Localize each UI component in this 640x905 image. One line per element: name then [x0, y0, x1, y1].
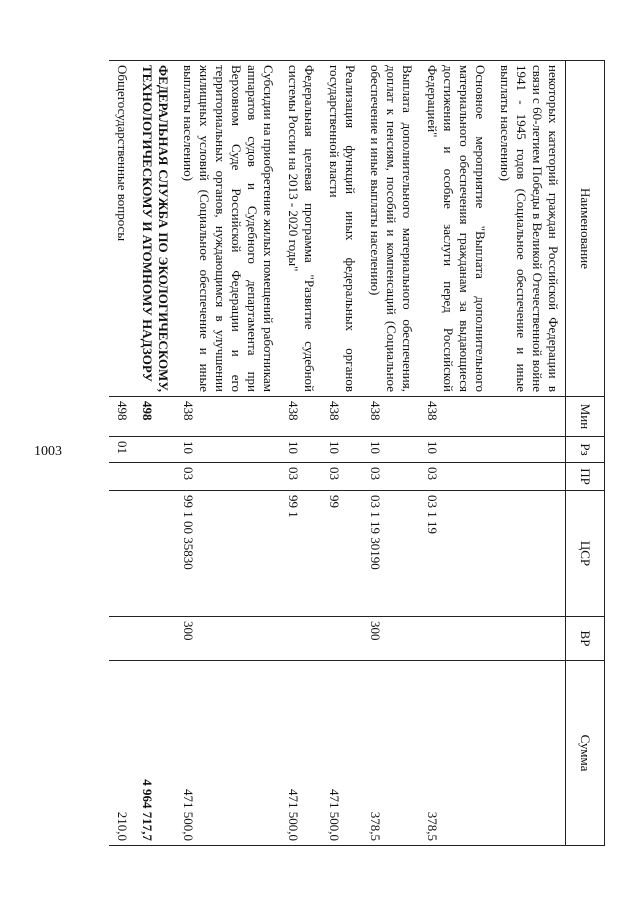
cell-name: Общегосударственные вопросы — [109, 61, 134, 397]
cell-vr — [321, 617, 362, 661]
cell-vr — [109, 617, 134, 661]
header-vr: ВР — [566, 617, 605, 661]
cell-sum: 378,5 — [362, 661, 419, 846]
cell-csr: 99 1 — [280, 491, 321, 617]
table-header-row — [566, 61, 605, 846]
header-sum: Сумма — [566, 661, 605, 846]
cell-csr: 99 1 00 35830 — [175, 491, 280, 617]
header-name: Наименование — [566, 61, 605, 397]
cell-name: Субсидии на приобретение жилых помещений работникам аппаратов судов и Судебного департамента при Верховном Суде Российской Федерации и его территориальных органов, нуждающимся в улучшении жилищных условий (Социальное обеспечение и иные выплаты населению) — [175, 61, 280, 397]
cell-sum: 4 964 717,7 — [134, 661, 175, 846]
cell-vr: 300 — [175, 617, 280, 661]
cell-vr — [419, 617, 492, 661]
cell-rz: 10 — [280, 437, 321, 463]
cell-vr — [492, 617, 566, 661]
header-min: Мин — [566, 397, 605, 437]
cell-min: 438 — [362, 397, 419, 437]
table-row — [175, 61, 280, 846]
budget-table — [109, 60, 605, 846]
cell-pr: 03 — [419, 463, 492, 491]
cell-csr — [109, 491, 134, 617]
cell-csr: 03 1 19 — [419, 491, 492, 617]
cell-min: 498 — [134, 397, 175, 437]
table-body — [109, 61, 566, 846]
table-row — [321, 61, 362, 846]
cell-csr: 03 1 19 30190 — [362, 491, 419, 617]
cell-sum — [492, 661, 566, 846]
cell-pr: 03 — [321, 463, 362, 491]
cell-pr: 03 — [280, 463, 321, 491]
cell-min — [492, 397, 566, 437]
table-row — [134, 61, 175, 846]
cell-pr — [134, 463, 175, 491]
header-csr: ЦСР — [566, 491, 605, 617]
cell-rz: 10 — [362, 437, 419, 463]
cell-sum: 471 500,0 — [175, 661, 280, 846]
cell-vr — [280, 617, 321, 661]
table-row — [280, 61, 321, 846]
header-pr: ПР — [566, 463, 605, 491]
header-rz: Рз — [566, 437, 605, 463]
table-row — [109, 61, 134, 846]
table-row — [362, 61, 419, 846]
cell-name: Федеральная целевая программа "Развитие судебной системы России на 2013 - 2020 годы" — [280, 61, 321, 397]
cell-sum: 378,5 — [419, 661, 492, 846]
cell-name: Основное мероприятие "Выплата дополнительного материального обеспечения гражданам за выдающиеся достижения и особые заслуги перед Российской Федерацией" — [419, 61, 492, 397]
cell-pr — [492, 463, 566, 491]
cell-csr — [492, 491, 566, 617]
cell-name: Выплата дополнительного материального обеспечения, доплат к пенсиям, пособий и компенсаций (Социальное обеспечение и иные выплаты населению) — [362, 61, 419, 397]
cell-min: 498 — [109, 397, 134, 437]
cell-rz — [492, 437, 566, 463]
cell-min: 438 — [175, 397, 280, 437]
cell-rz: 10 — [321, 437, 362, 463]
cell-name: Реализация функций иных федеральных органов государственной власти — [321, 61, 362, 397]
cell-rz: 01 — [109, 437, 134, 463]
cell-name: ФЕДЕРАЛЬНАЯ СЛУЖБА ПО ЭКОЛОГИЧЕСКОМУ, ТЕХНОЛОГИЧЕСКОМУ И АТОМНОМУ НАДЗОРУ — [134, 61, 175, 397]
table-row — [492, 61, 566, 846]
cell-min: 438 — [419, 397, 492, 437]
cell-sum: 471 500,0 — [280, 661, 321, 846]
cell-vr: 300 — [362, 617, 419, 661]
cell-vr — [134, 617, 175, 661]
cell-csr: 99 — [321, 491, 362, 617]
budget-sheet — [95, 60, 605, 845]
cell-csr — [134, 491, 175, 617]
cell-name: некоторых категорий граждан Российской Федерации в связи с 60-летием Победы в Великой Отечественной войне 1941 - 1945 годов (Социальное обеспечение и иные выплаты населению) — [492, 61, 566, 397]
cell-min: 438 — [321, 397, 362, 437]
cell-rz: 10 — [419, 437, 492, 463]
cell-sum: 471 500,0 — [321, 661, 362, 846]
cell-sum: 210,0 — [109, 661, 134, 846]
cell-rz — [134, 437, 175, 463]
table-row — [419, 61, 492, 846]
cell-pr: 03 — [175, 463, 280, 491]
page-number: 1003 — [34, 444, 62, 459]
cell-pr — [109, 463, 134, 491]
cell-pr: 03 — [362, 463, 419, 491]
cell-min: 438 — [280, 397, 321, 437]
cell-rz: 10 — [175, 437, 280, 463]
